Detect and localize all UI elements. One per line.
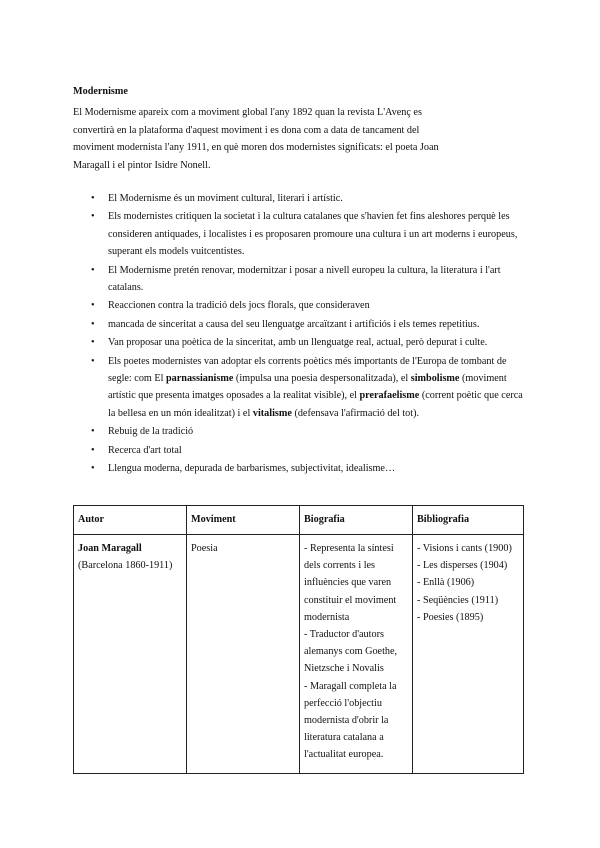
bullet-icon: • <box>91 337 95 349</box>
cell-biography <box>300 535 413 774</box>
bullet-text: Recerca d'art total <box>108 444 182 456</box>
bullet-text: Rebuig de la tradició <box>108 426 194 438</box>
bibliography-line: - Les disperses (1904) <box>417 560 508 572</box>
bullet-icon: • <box>91 355 95 367</box>
biography-line: constituir el moviment <box>304 594 397 606</box>
bullet-text: El Modernisme és un moviment cultural, literari i artístic. <box>108 193 343 204</box>
header-bibliography: Bibliografia <box>413 506 524 535</box>
bullet-text: Reaccionen contra la tradició dels jocs florals, que consideraven <box>108 300 370 312</box>
bullet-text: Llengua moderna, depurada de barbarismes, subjectivitat, idealisme… <box>108 463 396 475</box>
bullet-icon: • <box>91 444 95 456</box>
bullet-text: catalans. <box>108 282 144 294</box>
biography-line: alemanys com Goethe, <box>304 646 398 658</box>
bullet-item <box>73 316 523 333</box>
bullet-icon: • <box>91 318 95 330</box>
term-vitalisme: vitalisme <box>252 407 292 419</box>
cell-bibliography <box>413 535 524 774</box>
biography-line: literatura catalana a <box>304 732 384 744</box>
text-run: (impulsa una poesia despersonalitzada), el <box>233 373 411 385</box>
author-detail: (Barcelona 1860-1911) <box>78 560 173 572</box>
bullet-item <box>73 442 523 459</box>
bullet-icon: • <box>91 463 95 475</box>
bullet-text: Els poetes modernistes van adoptar els corrents poètics més importants de l'Europa de tombant de <box>108 355 507 367</box>
biography-line: dels corrents i les <box>304 560 376 572</box>
authors-table <box>73 505 524 774</box>
biography-line: l'actualitat europea. <box>304 749 384 761</box>
biography-line: - Maragall completa la <box>304 680 397 692</box>
intro-line: moviment modernista l'any 1911, en què moren dos modernistes significats: el poeta Joan <box>73 142 439 154</box>
bibliography-line: - Visions i cants (1900) <box>417 543 512 554</box>
bullet-list <box>73 190 523 479</box>
bullet-item <box>73 262 523 297</box>
bibliography-line: - Poesies (1895) <box>417 611 484 623</box>
bullet-text: mancada de sinceritat a causa del seu llenguatge arcaïtzant i artificiós i els temes repetitius. <box>108 318 480 330</box>
text-run: (moviment <box>459 373 507 385</box>
bullet-text: Els modernistes critiquen la societat i la cultura catalanes que s'havien fet fins aleshores perquè les <box>108 211 510 223</box>
bullet-text: El Modernisme pretén renovar, modernitzar i posar a nivell europeu la cultura, la literatura i l'art <box>108 264 501 276</box>
table-header-row <box>74 506 524 535</box>
bullet-item <box>73 208 523 260</box>
intro-line: El Modernisme apareix com a moviment global l'any 1892 quan la revista L'Avenç es <box>73 107 422 118</box>
header-author: Autor <box>74 506 187 535</box>
term-parnassianisme: parnassianisme <box>166 373 234 385</box>
bullet-icon: • <box>91 193 95 204</box>
table-row <box>74 535 524 774</box>
text-run: (defensava l'afirmació del tot). <box>291 407 420 419</box>
bullet-icon: • <box>91 300 95 312</box>
intro-paragraph <box>73 104 513 174</box>
author-name: Joan Maragall <box>78 543 142 554</box>
bullet-item <box>73 334 523 351</box>
header-movement: Moviment <box>187 506 300 535</box>
biography-line: - Representa la síntesi <box>304 543 394 554</box>
intro-line: convertirà en la plataforma d'aquest moviment i es dona com a data de tancament del <box>73 124 420 136</box>
section-title: Modernisme <box>73 86 128 97</box>
header-biography: Biografia <box>300 506 413 535</box>
biography-line: modernista d'obrir la <box>304 715 389 727</box>
bullet-icon: • <box>91 211 95 223</box>
text-run: (corrent poètic que cerca <box>419 390 523 402</box>
biography-line: influències que varen <box>304 577 392 589</box>
text-run: la bellesa en un món idealitzat) i el <box>108 407 253 419</box>
bullet-item <box>73 297 523 314</box>
bullet-icon: • <box>91 426 95 438</box>
bullet-item <box>73 423 523 440</box>
biography-line: Nietzsche i Novalis <box>304 663 384 675</box>
bullet-item <box>73 460 523 477</box>
intro-line: Maragall i el pintor Isidre Nonell. <box>73 159 211 171</box>
bullet-text <box>108 387 523 404</box>
cell-author <box>74 535 187 774</box>
bullet-text: consideren antiquades, i localistes i es proposaren promoure una cultura i un art moderns i europeus, <box>108 228 518 240</box>
term-prerafaelisme: prerafaelisme <box>359 390 420 402</box>
text-run: segle: com El <box>108 373 166 385</box>
bullet-text <box>108 370 523 387</box>
biography-line: - Traductor d'autors <box>304 629 384 641</box>
bullet-icon: • <box>91 264 95 276</box>
bullet-text <box>108 405 523 422</box>
bullet-item <box>73 353 523 423</box>
term-simbolisme: simbolisme <box>410 373 460 385</box>
cell-movement <box>187 535 300 774</box>
bullet-text: superant els models vuitcentistes. <box>108 246 245 258</box>
bibliography-line: - Enllà (1906) <box>417 577 475 589</box>
bullet-text: Van proposar una poètica de la sinceritat, amb un llenguatge real, actual, però depurat i culte. <box>108 337 488 349</box>
bullet-item <box>73 190 523 207</box>
biography-line: modernista <box>304 611 350 623</box>
bibliography-line: - Seqüències (1911) <box>417 594 499 606</box>
biography-line: perfecció l'objectiu <box>304 697 382 709</box>
text-run: artístic que presenta imatges oposades a la realitat visible), el <box>108 390 360 402</box>
movement-value: Poesia <box>191 543 218 554</box>
